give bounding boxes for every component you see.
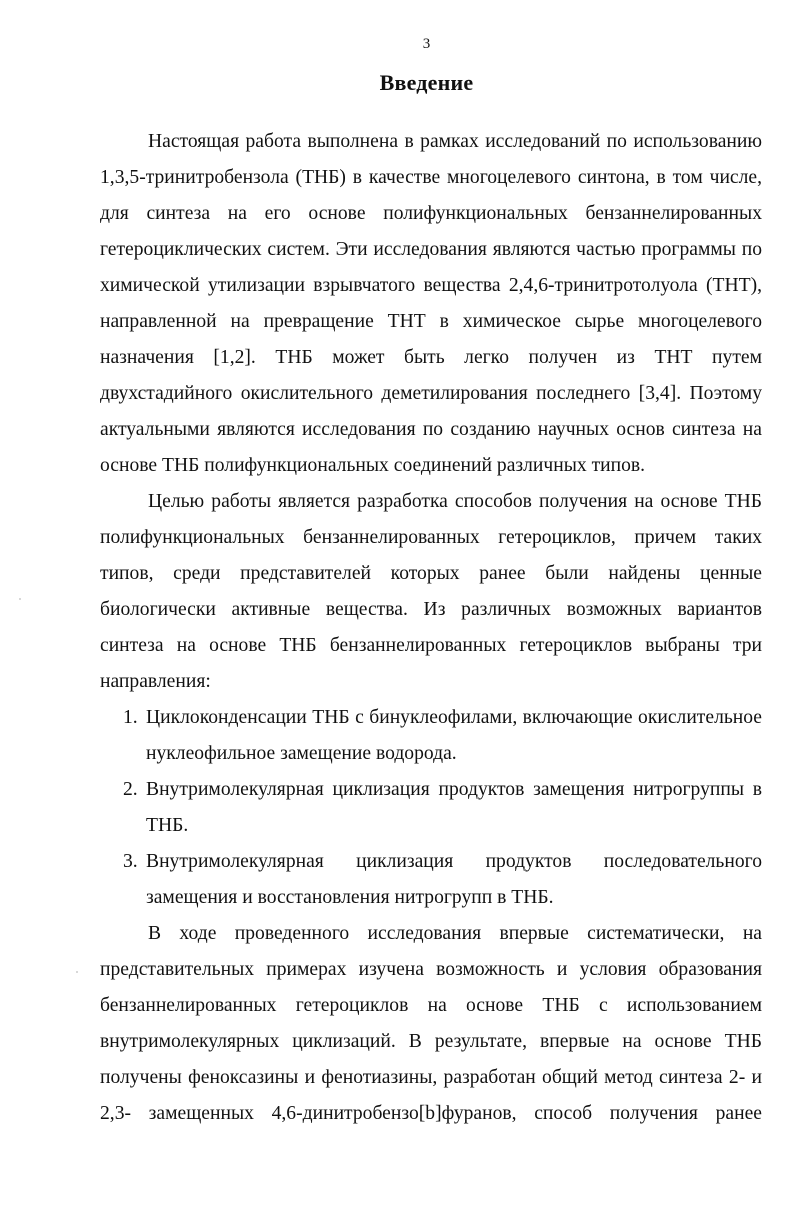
- text-line: синтеза на основе ТНБ бензаннелированных гетероциклов выбраны три: [100, 635, 762, 656]
- text-line: замещения и восстановления нитрогрупп в ТНБ.: [146, 887, 554, 908]
- text-line: направленной на превращение ТНТ в химическое сырье многоцелевого: [100, 311, 762, 332]
- text-line: типов, среди представителей которых ранее были найдены ценные: [100, 563, 762, 584]
- text-line: Циклоконденсации ТНБ с бинуклеофилами, включающие окислительное: [146, 707, 762, 728]
- text-line: представительных примерах изучена возможность и условия образования: [100, 959, 762, 980]
- text-line: биологически активные вещества. Из различных возможных вариантов: [100, 599, 762, 620]
- text-line: получены феноксазины и фенотиазины, разработан общий метод синтеза 2- и: [100, 1067, 762, 1088]
- text-line: Настоящая работа выполнена в рамках исследований по использованию: [148, 131, 762, 152]
- text-line: назначения [1,2]. ТНБ может быть легко получен из ТНТ путем: [100, 347, 762, 368]
- text-line: актуальными являются исследования по созданию научных основ синтеза на: [100, 419, 762, 440]
- scan-speck: [19, 598, 21, 600]
- text-line: основе ТНБ полифункциональных соединений различных типов.: [100, 455, 646, 476]
- text-line: гетероциклических систем. Эти исследования являются частью программы по: [100, 239, 762, 260]
- text-line: Внутримолекулярная циклизация продуктов замещения нитрогруппы в: [146, 779, 762, 800]
- text-line: бензаннелированных гетероциклов на основе ТНБ с использованием: [100, 995, 762, 1016]
- text-line: полифункциональных бензаннелированных гетероциклов, причем таких: [100, 527, 762, 548]
- text-line: внутримолекулярных циклизаций. В результате, впервые на основе ТНБ: [100, 1031, 762, 1052]
- text-line: В ходе проведенного исследования впервые систематически, на: [148, 923, 762, 944]
- section-heading: Введение: [379, 70, 474, 95]
- text-line: для синтеза на его основе полифункциональных бензаннелированных: [100, 203, 762, 224]
- list-number: 3.: [123, 851, 138, 872]
- text-line: ТНБ.: [146, 815, 189, 836]
- text-line: 2,3- замещенных 4,6-динитробензо[b]фуранов, способ получения ранее: [100, 1103, 762, 1124]
- text-line: нуклеофильное замещение водорода.: [146, 743, 457, 764]
- list-number: 1.: [123, 707, 138, 728]
- page-number: 3: [422, 36, 431, 52]
- text-line: двухстадийного окислительного деметилирования последнего [3,4]. Поэтому: [100, 383, 762, 404]
- list-number: 2.: [123, 779, 138, 800]
- text-line: Целью работы является разработка способов получения на основе ТНБ: [148, 491, 762, 512]
- text-line: химической утилизации взрывчатого вещества 2,4,6-тринитротолуола (ТНТ),: [100, 275, 762, 296]
- text-line: 1,3,5-тринитробензола (ТНБ) в качестве многоцелевого синтона, в том числе,: [100, 167, 762, 188]
- scan-speck: [76, 971, 78, 973]
- text-line: Внутримолекулярная циклизация продуктов последовательного: [146, 851, 762, 872]
- text-line: направления:: [100, 671, 211, 692]
